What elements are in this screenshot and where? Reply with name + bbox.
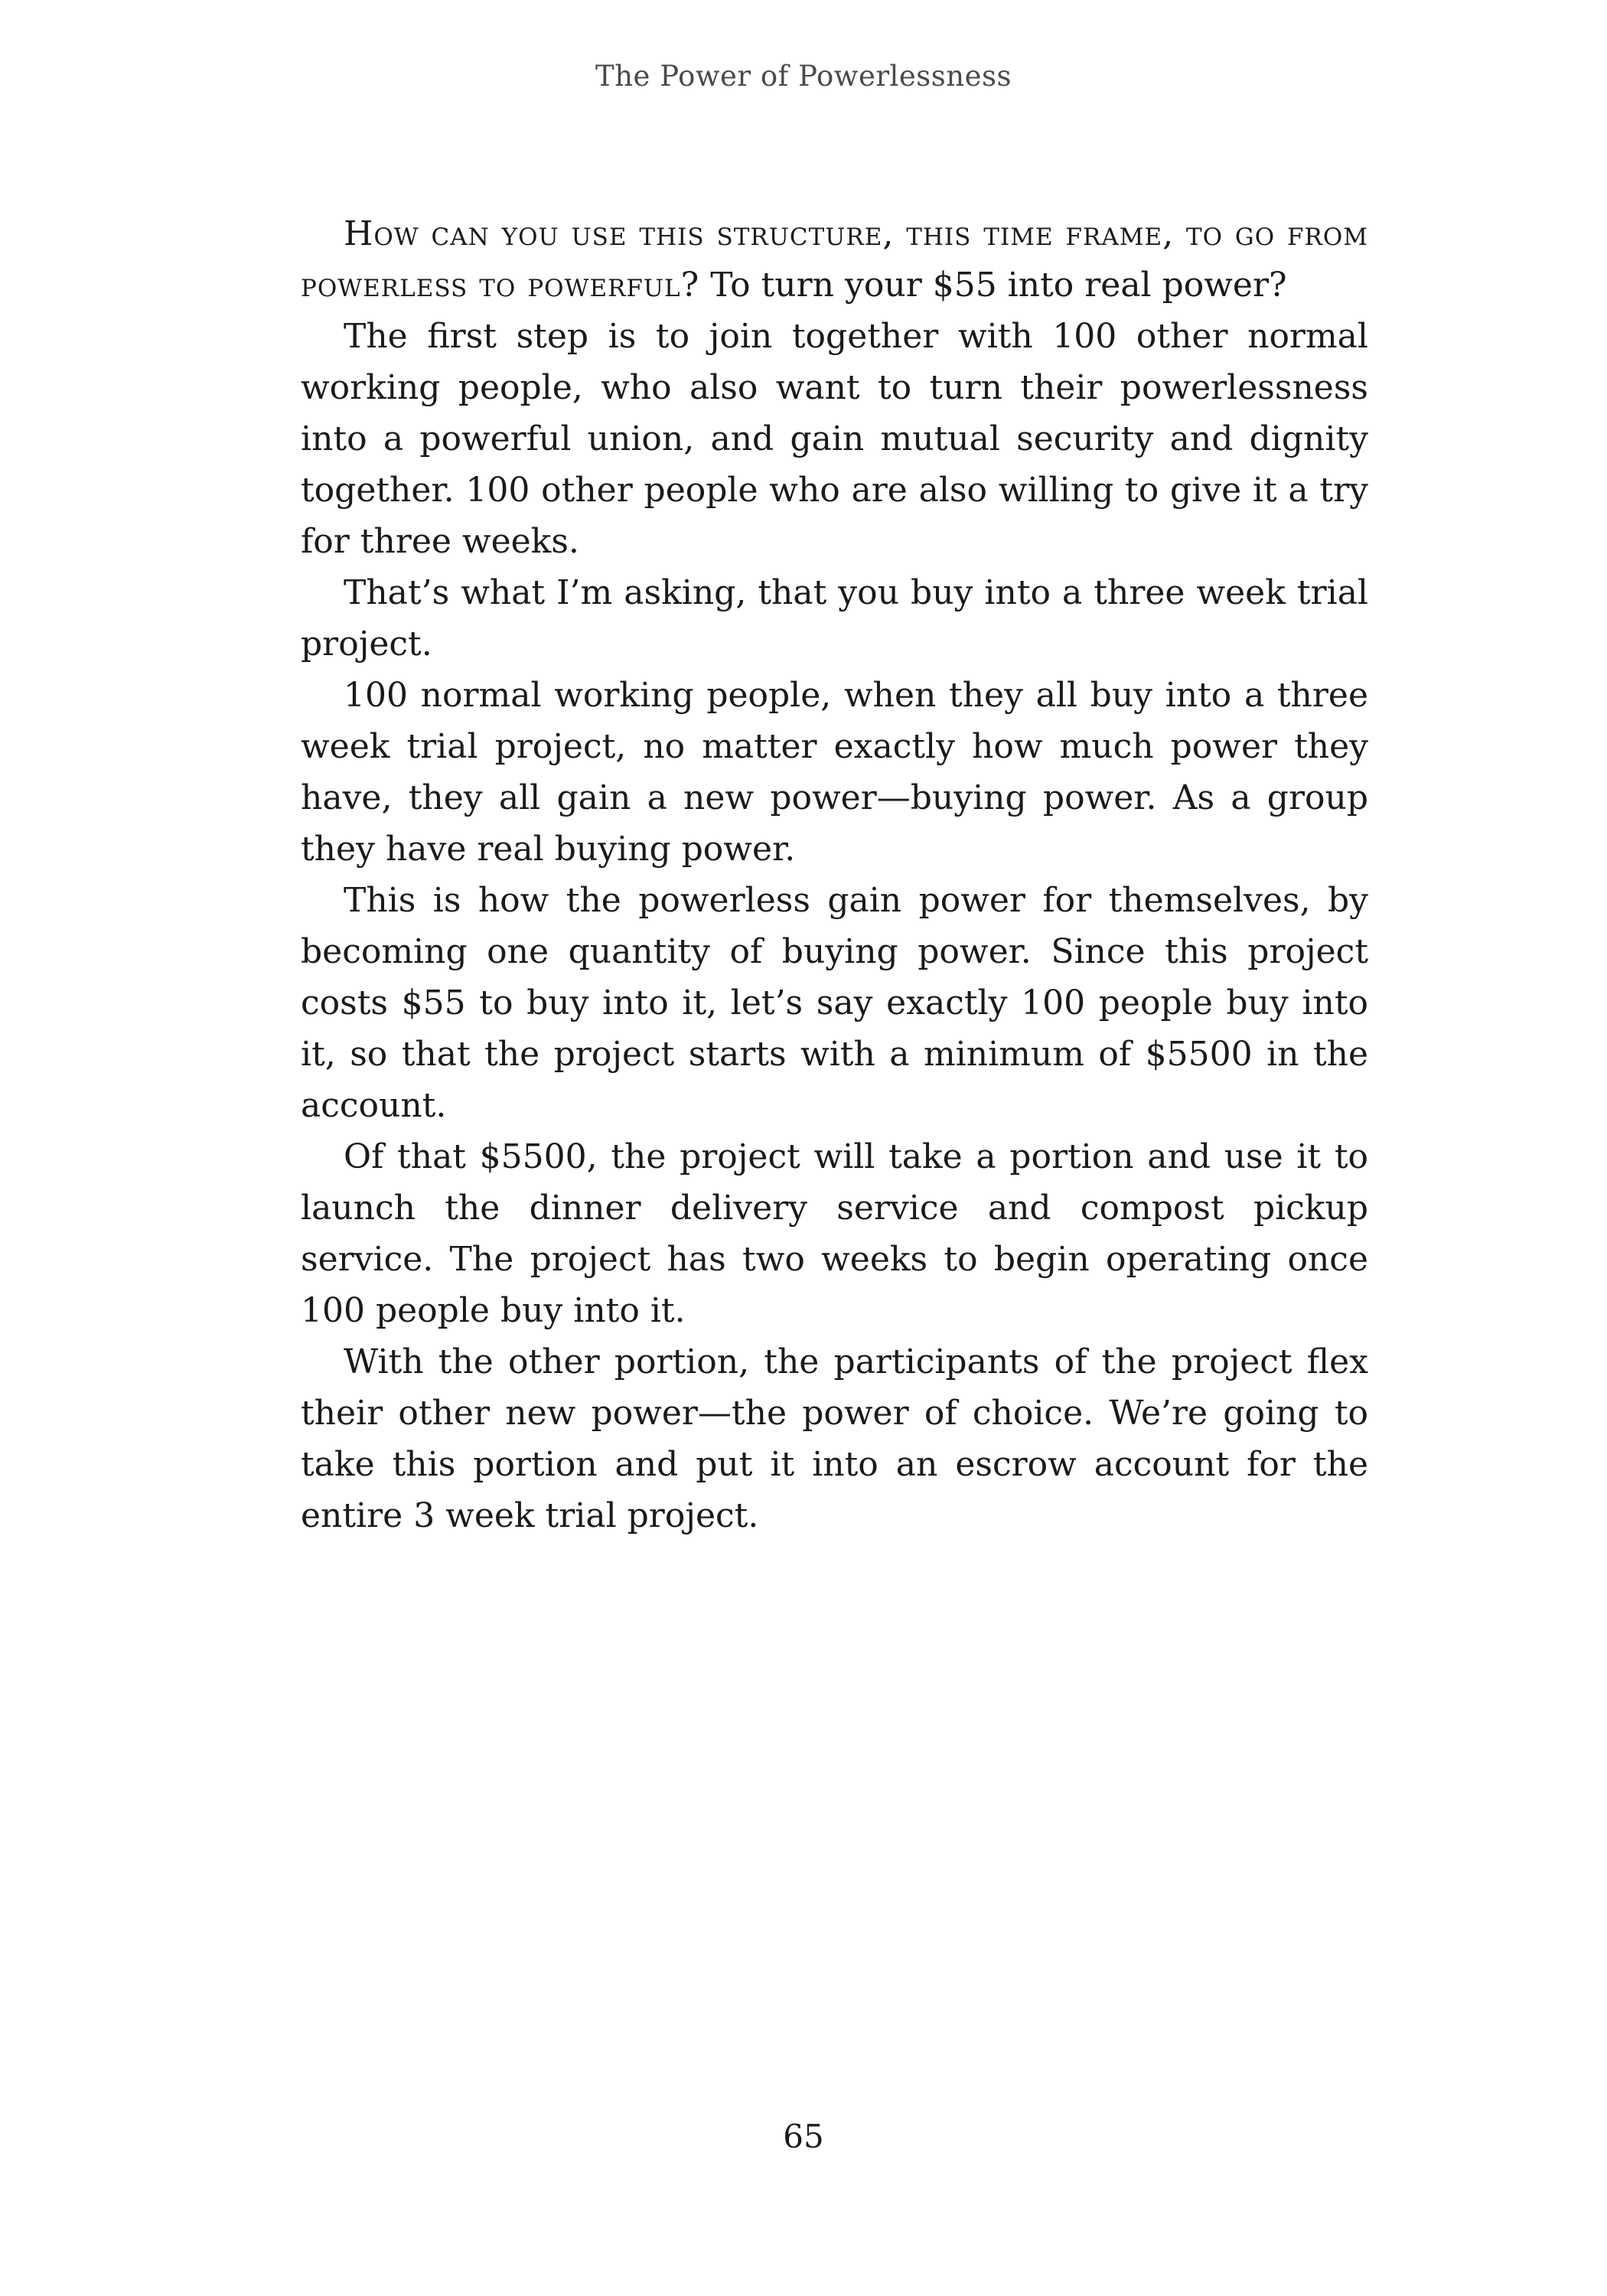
opening-rest: To turn your $55 into real power? [699, 266, 1287, 305]
paragraph: That’s what I’m asking, that you buy into a three week trial project. [301, 573, 1368, 664]
page-number: 65 [783, 2118, 824, 2155]
paragraph-opening [301, 208, 1368, 311]
paragraph: This is how the powerless gain power for themselves, by becoming one quantity of buying power. Since this project costs $55 to buy into it, let’s say exactly 100 people buy into it, so that the project starts with a minimum of $5500 in the account. [301, 881, 1368, 1125]
opening-small-caps: How can you use this structure, this time frame, to go from powerless to powerful? [301, 214, 1368, 305]
body-text [301, 208, 1368, 1541]
paragraph: The first step is to join together with 100 other normal working people, who also want to turn their powerlessness into a powerful union, and gain mutual security and dignity together. 100 other people who are also willing to give it a try for three weeks. [301, 317, 1368, 561]
running-head: The Power of Powerlessness [595, 60, 1012, 93]
paragraph: 100 normal working people, when they all buy into a three week trial project, no matter exactly how much power they have, they all gain a new power—buying power. As a group they have real buying power. [301, 676, 1368, 869]
paragraph: With the other portion, the participants of the project flex their other new power—the power of choice. We’re going to take this portion and put it into an escrow account for the entire 3 week trial project. [301, 1342, 1368, 1535]
paragraph: Of that $5500, the project will take a portion and use it to launch the dinner delivery service and compost pickup service. The project has two weeks to begin operating once 100 people buy into it. [301, 1137, 1368, 1330]
